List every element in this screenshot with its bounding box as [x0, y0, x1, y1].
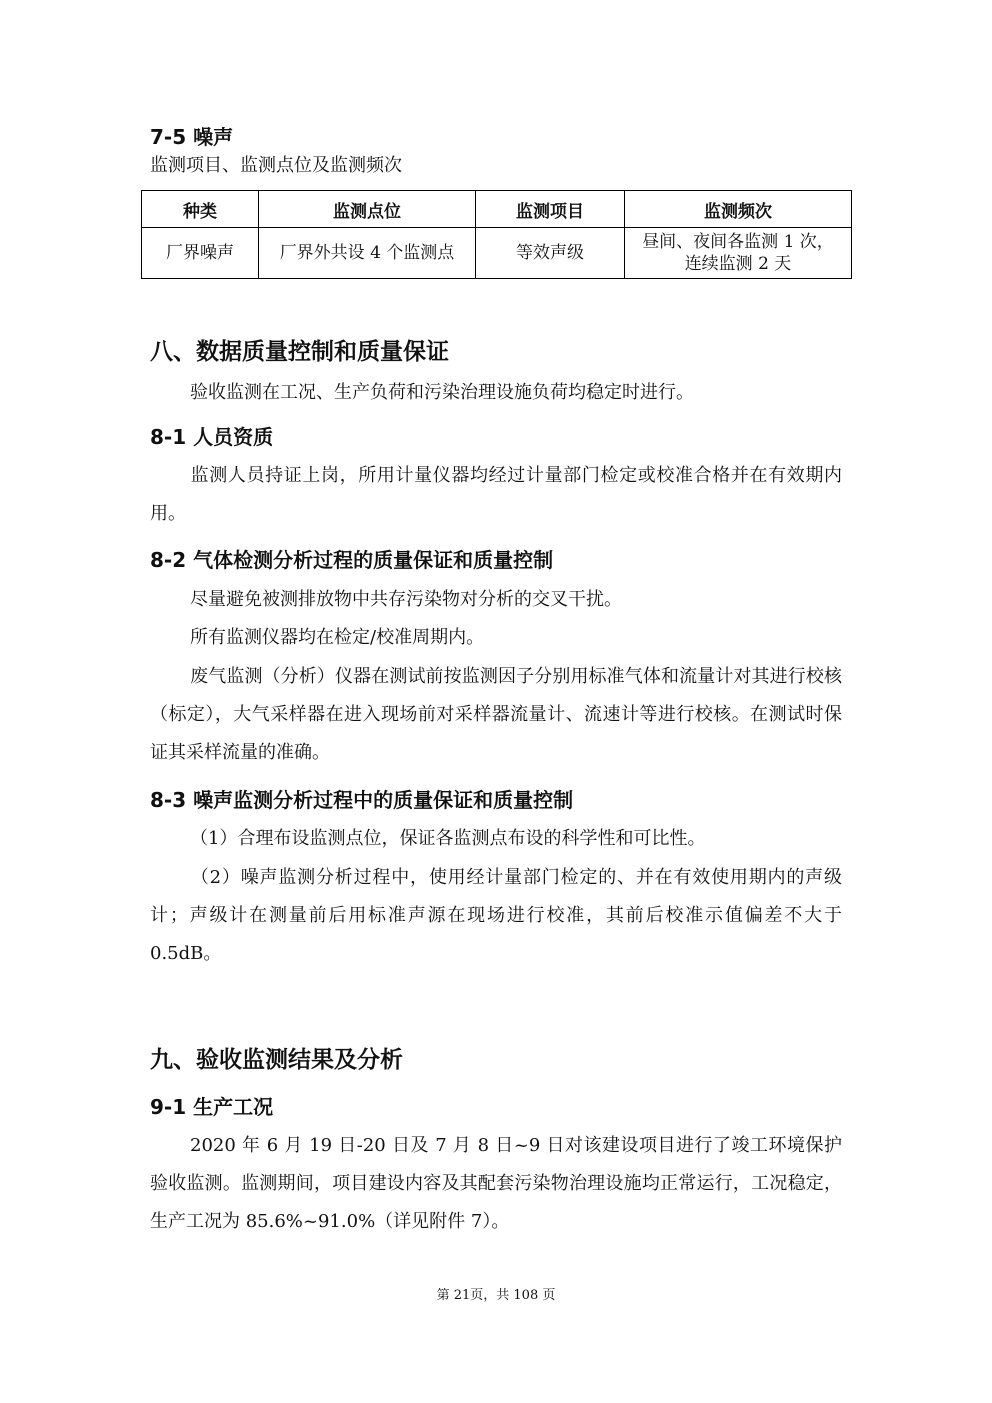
cell-frequency-line2: 连续监测 2 天: [684, 254, 792, 274]
section-8-2-p2-text: 所有监测仪器均在检定/校准周期内。: [190, 627, 485, 648]
section-8-2-p1: [150, 581, 842, 619]
cell-frequency-line1: 昼间、夜间各监测 1 次，: [642, 232, 834, 252]
section-9-title: 九、验收监测结果及分析: [150, 1047, 403, 1073]
cell-item: 等效声级: [476, 228, 625, 279]
section-8-1-text-body: 监测人员持证上岗，所用计量仪器均经过计量部门检定或校准合格并在有效期内用。: [150, 465, 842, 524]
section-9-1-text: [150, 1127, 842, 1241]
section-8-3-p2: [150, 859, 842, 973]
cell-frequency: [625, 228, 852, 279]
section-8-3-p2-text: （2）噪声监测分析过程中，使用经计量部门检定的、并在有效使用期内的声级计；声级计在测量前后用标准声源在现场进行校准，其前后校准示值偏差不大于 0.5dB。: [150, 867, 842, 964]
cell-location: 厂界外共设 4 个监测点: [259, 228, 476, 279]
section-8-2-title: 8-2 气体检测分析过程的质量保证和质量控制: [150, 548, 554, 572]
section-9-1-text-body: 2020 年 6 月 19 日-20 日及 7 月 8 日~9 日对该建设项目进行了竣工环境保护验收监测。监测期间，项目建设内容及其配套污染物治理设施均正常运行，工况稳定，生产工况为 85.6%~91.0%（详见附件 7）。: [150, 1135, 842, 1232]
section-8-2-p3-text: 废气监测（分析）仪器在测试前按监测因子分别用标准气体和流量计对其进行校核（标定），大气采样器在进入现场前对采样器流量计、流速计等进行校核。在测试时保证其采样流量的准确。: [150, 666, 842, 763]
section-8-intro-text: 验收监测在工况、生产负荷和污染治理设施负荷均稳定时进行。: [190, 382, 694, 403]
section-8-3-title: 8-3 噪声监测分析过程中的质量保证和质量控制: [150, 788, 574, 812]
section-8-1-text: [150, 457, 842, 533]
header-location: 监测点位: [259, 191, 476, 228]
section-8-3-p1-text: （1）合理布设监测点位，保证各监测点布设的科学性和可比性。: [190, 828, 706, 849]
cell-type: 厂界噪声: [142, 228, 259, 279]
section-8-2-p1-text: 尽量避免被测排放物中共存污染物对分析的交叉干扰。: [190, 589, 622, 610]
section-7-5-heading: 7-5 噪声: [150, 125, 234, 149]
section-8-title: 八、数据质量控制和质量保证: [150, 339, 449, 365]
header-item: 监测项目: [476, 191, 625, 228]
monitoring-table: [141, 190, 852, 279]
section-8-2-p3: [150, 658, 842, 772]
section-8-3-p1: [150, 820, 842, 858]
table-header-row: [142, 191, 852, 228]
section-9-1-title: 9-1 生产工况: [150, 1095, 274, 1119]
table-row: [142, 228, 852, 279]
header-frequency: 监测频次: [625, 191, 852, 228]
table-caption: 监测项目、监测点位及监测频次: [150, 155, 402, 176]
header-type: 种类: [142, 191, 259, 228]
page-footer: 第 21页，共 108 页: [436, 1288, 556, 1303]
section-8-intro: [150, 374, 842, 412]
section-8-1-title: 8-1 人员资质: [150, 425, 274, 449]
section-8-2-p2: [150, 619, 842, 657]
